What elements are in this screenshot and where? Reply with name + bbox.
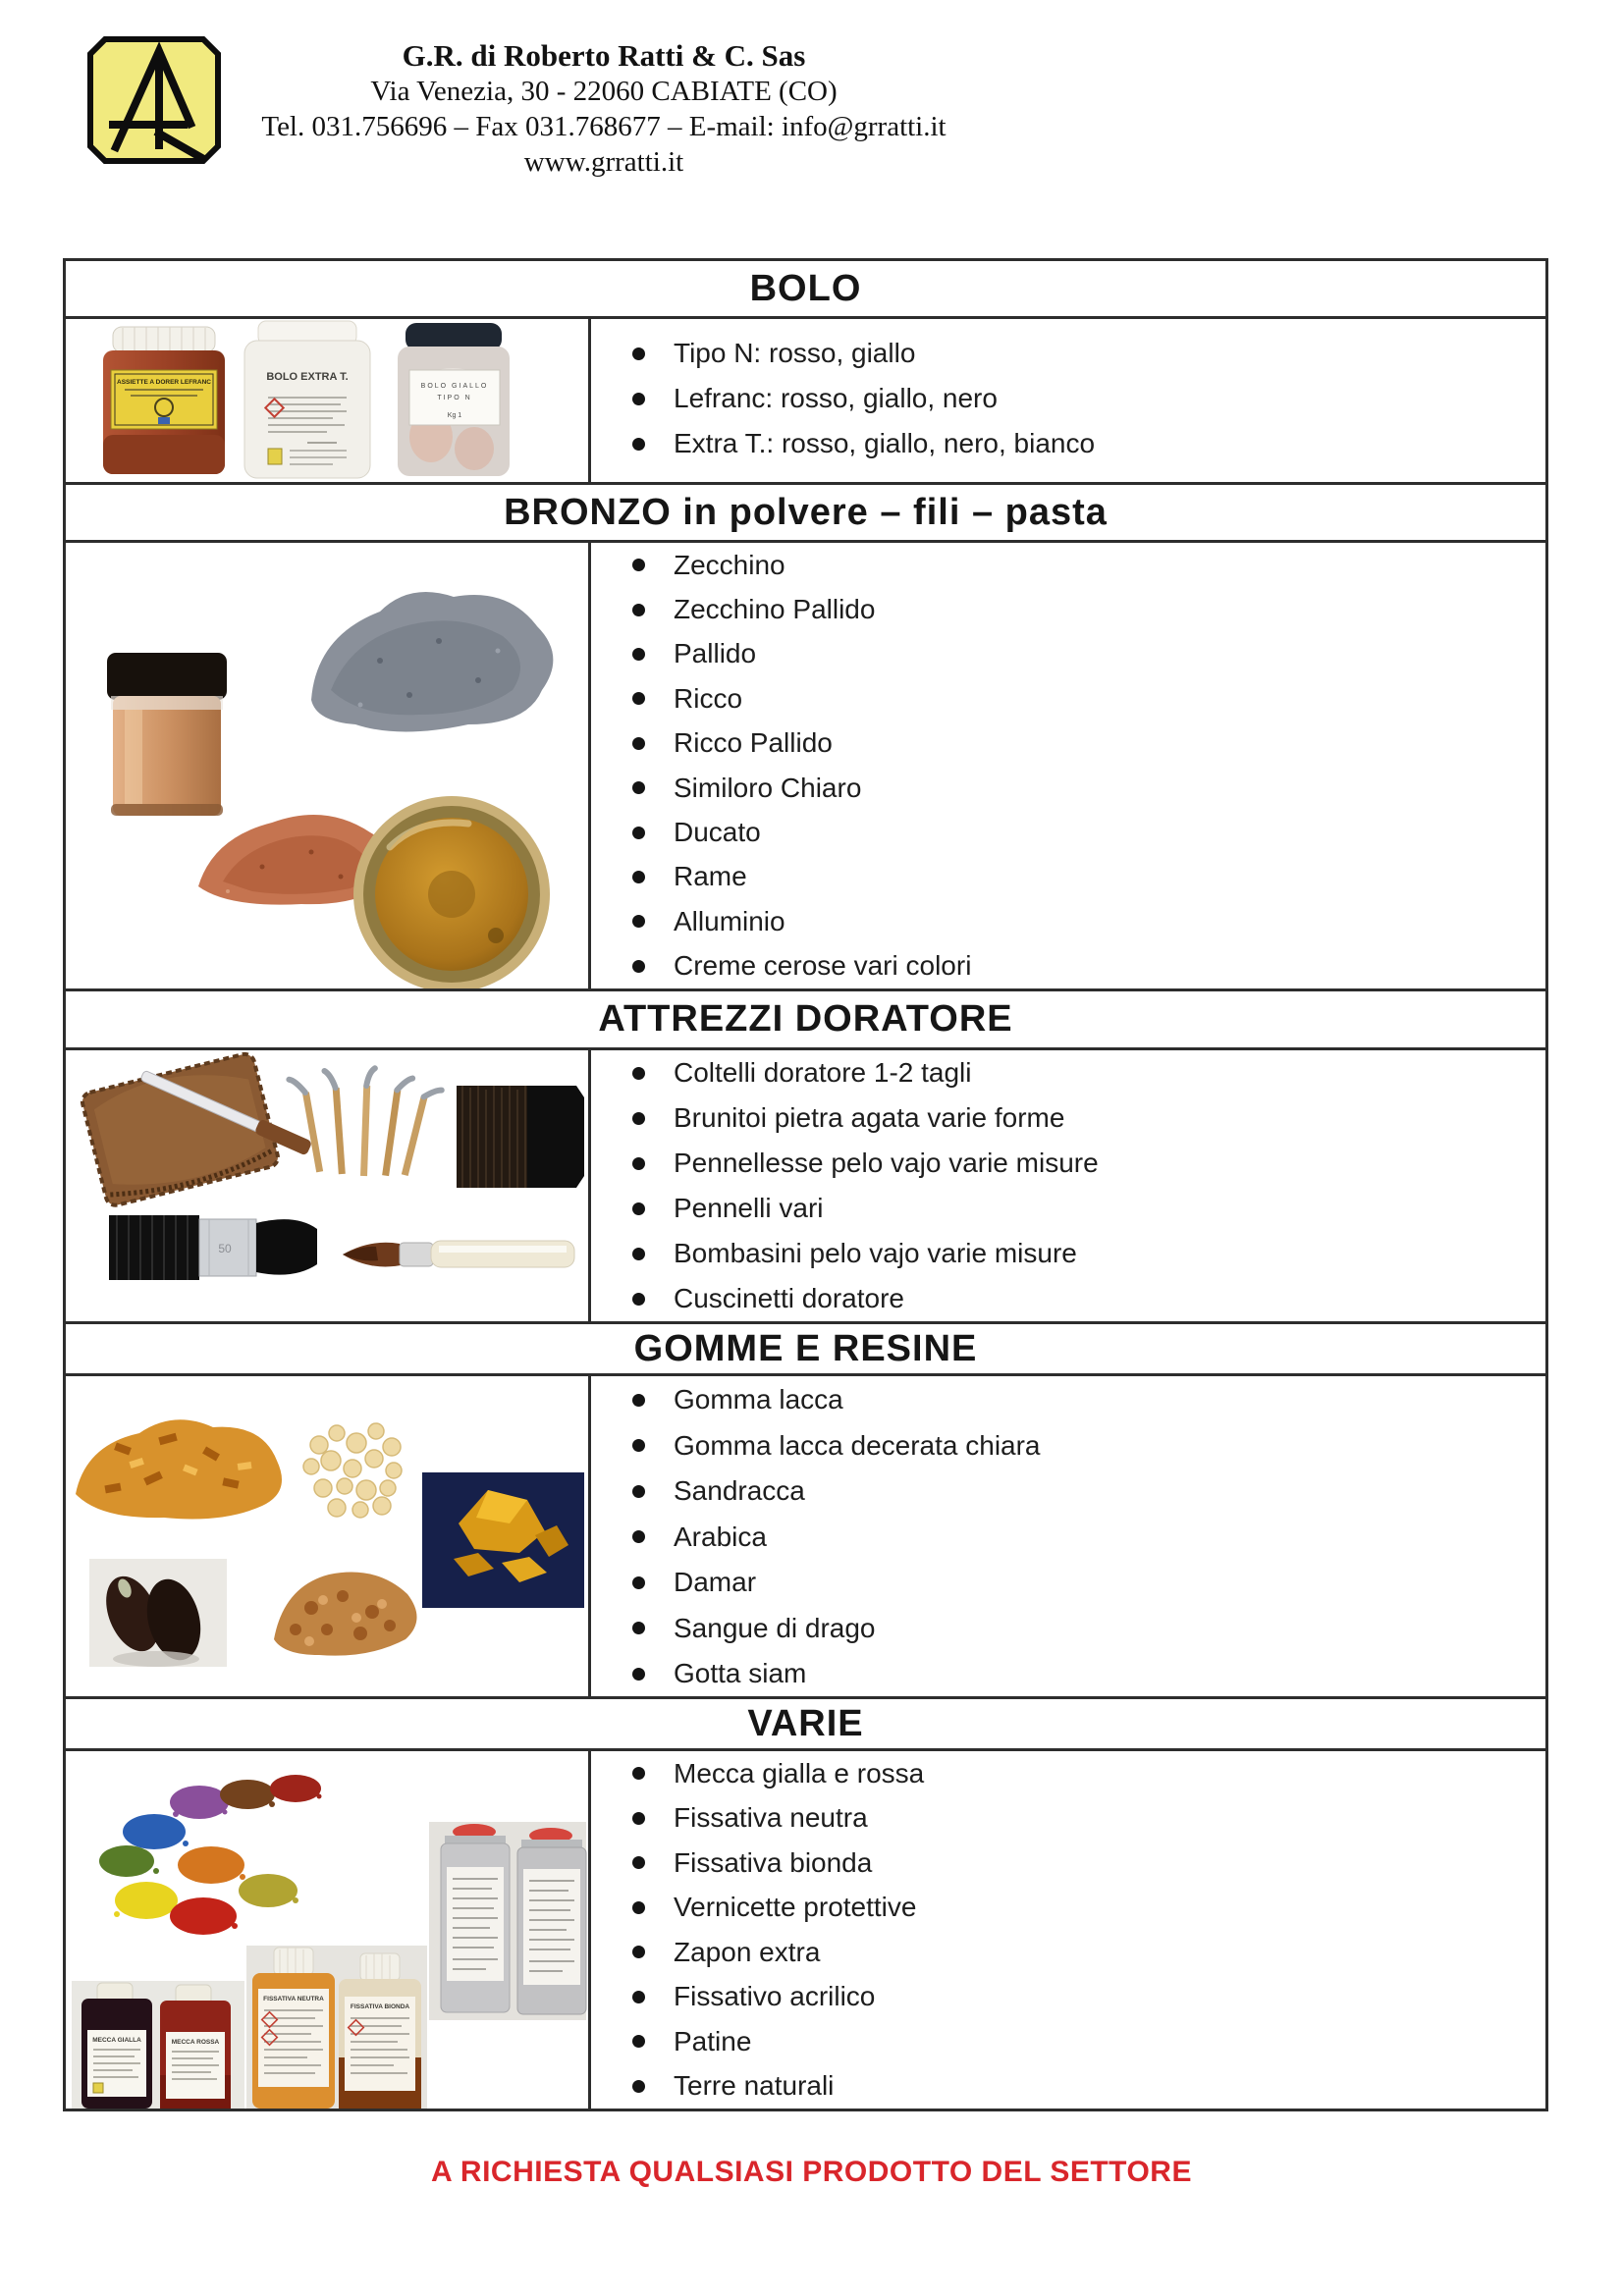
sandarac-granules-image — [303, 1423, 402, 1518]
svg-text:FISSATIVA NEUTRA: FISSATIVA NEUTRA — [263, 1996, 324, 2002]
letterhead — [0, 0, 1623, 226]
product-item: Similoro Chiaro — [591, 766, 1545, 810]
bolo-lefranc-jar-image — [103, 327, 225, 474]
shellac-flakes-image — [76, 1419, 282, 1519]
product-item: Zapon extra — [591, 1930, 1545, 1975]
attrezzi-product-photos — [66, 1050, 591, 1321]
bolo-giallo-jar-image — [398, 323, 510, 476]
svg-text:MECCA GIALLA: MECCA GIALLA — [92, 2037, 141, 2044]
svg-text:MECCA ROSSA: MECCA ROSSA — [171, 2039, 220, 2046]
gomme-list — [591, 1376, 1545, 1696]
bolo-list — [591, 319, 1545, 482]
bronzo-copper-jar-image — [107, 653, 227, 816]
product-item: Creme cerose vari colori — [591, 944, 1545, 988]
svg-text:FISSATIVA BIONDA: FISSATIVA BIONDA — [350, 2003, 410, 2010]
section-title-varie: VARIE — [66, 1699, 1545, 1751]
flat-brush-image — [109, 1215, 317, 1280]
bronzo-list — [591, 543, 1545, 988]
svg-text:Kg 1: Kg 1 — [447, 412, 462, 419]
product-item: Pennellesse pelo vajo varie misure — [591, 1141, 1545, 1186]
product-item: Damar — [591, 1560, 1545, 1606]
product-item: Lefranc: rosso, giallo, nero — [591, 376, 1545, 421]
attrezzi-list — [591, 1050, 1545, 1321]
product-item: Zecchino — [591, 543, 1545, 587]
bronzo-aluminium-powder-image — [311, 592, 553, 732]
bolo-extra-t-jar-image — [244, 321, 370, 478]
product-item: Fissativo acrilico — [591, 1975, 1545, 2020]
bronzo-gold-paste-tin-image — [353, 796, 550, 988]
svg-text:ASSIETTE A DORER LEFRANC: ASSIETTE A DORER LEFRANC — [117, 379, 211, 386]
product-item: Gomma lacca — [591, 1377, 1545, 1423]
product-item: Alluminio — [591, 899, 1545, 943]
bolo-product-photos — [66, 319, 591, 482]
pointed-brush-image — [343, 1241, 574, 1267]
product-item: Zecchino Pallido — [591, 587, 1545, 631]
section-title-attrezzi: ATTREZZI DORATORE — [66, 991, 1545, 1050]
mecca-bottles-image — [72, 1981, 244, 2109]
section-title-gomme: GOMME E RESINE — [66, 1324, 1545, 1376]
pigment-piles-image — [99, 1775, 322, 1935]
resin-seeds-image — [89, 1559, 227, 1667]
gilders-cushion-image — [81, 1052, 280, 1207]
product-item: Terre naturali — [591, 2064, 1545, 2109]
product-item: Ricco Pallido — [591, 721, 1545, 766]
company-website: www.grratti.it — [523, 146, 684, 178]
product-item: Cuscinetti doratore — [591, 1276, 1545, 1321]
svg-text:TIPO N: TIPO N — [437, 395, 472, 401]
product-item: Rame — [591, 855, 1545, 899]
product-item: Fissativa bionda — [591, 1841, 1545, 1886]
footer-note: A RICHIESTA QUALSIASI PRODOTTO DEL SETTORE — [431, 2156, 1192, 2188]
product-table — [63, 258, 1548, 2111]
product-item: Gomma lacca decerata chiara — [591, 1423, 1545, 1469]
company-contacts: Tel. 031.756696 – Fax 031.768677 – E-mail: info@grratti.it — [261, 111, 947, 142]
gamboge-chunks-image — [422, 1472, 584, 1608]
resin-granules-image — [274, 1573, 417, 1656]
product-item: Ducato — [591, 810, 1545, 854]
product-item: Pennelli vari — [591, 1186, 1545, 1231]
product-item: Bombasini pelo vajo varie misure — [591, 1231, 1545, 1276]
product-item: Arabica — [591, 1515, 1545, 1561]
bronzo-product-photos — [66, 543, 591, 988]
svg-text:50: 50 — [218, 1242, 232, 1255]
company-name: G.R. di Roberto Ratti & C. Sas — [402, 38, 806, 73]
company-address: Via Venezia, 30 - 22060 CABIATE (CO) — [370, 76, 838, 107]
gilders-tip-brush-image — [457, 1086, 584, 1188]
product-item: Sandracca — [591, 1468, 1545, 1515]
svg-text:BOLO GIALLO: BOLO GIALLO — [420, 383, 489, 390]
agate-burnishers-image — [289, 1068, 441, 1179]
product-item: Tipo N: rosso, giallo — [591, 331, 1545, 376]
svg-text:BOLO EXTRA T.: BOLO EXTRA T. — [266, 371, 349, 383]
varie-list — [591, 1751, 1545, 2109]
section-title-bolo: BOLO — [66, 261, 1545, 319]
product-item: Extra T.: rosso, giallo, nero, bianco — [591, 421, 1545, 466]
product-item: Fissativa neutra — [591, 1796, 1545, 1842]
product-item: Patine — [591, 2019, 1545, 2064]
fissativa-bottles-image — [246, 1946, 427, 2109]
product-item: Sangue di drago — [591, 1606, 1545, 1652]
product-item: Ricco — [591, 676, 1545, 721]
varie-product-photos — [66, 1751, 591, 2109]
product-item: Pallido — [591, 632, 1545, 676]
gomme-product-photos — [66, 1376, 591, 1696]
spray-cans-image — [429, 1822, 586, 2020]
product-item: Gotta siam — [591, 1651, 1545, 1696]
section-title-bronzo: BRONZO in polvere – fili – pasta — [66, 485, 1545, 543]
letterhead-text — [196, 37, 1011, 180]
product-item: Vernicette protettive — [591, 1886, 1545, 1931]
product-item: Coltelli doratore 1-2 tagli — [591, 1050, 1545, 1095]
product-item: Mecca gialla e rossa — [591, 1751, 1545, 1796]
product-item: Brunitoi pietra agata varie forme — [591, 1095, 1545, 1141]
